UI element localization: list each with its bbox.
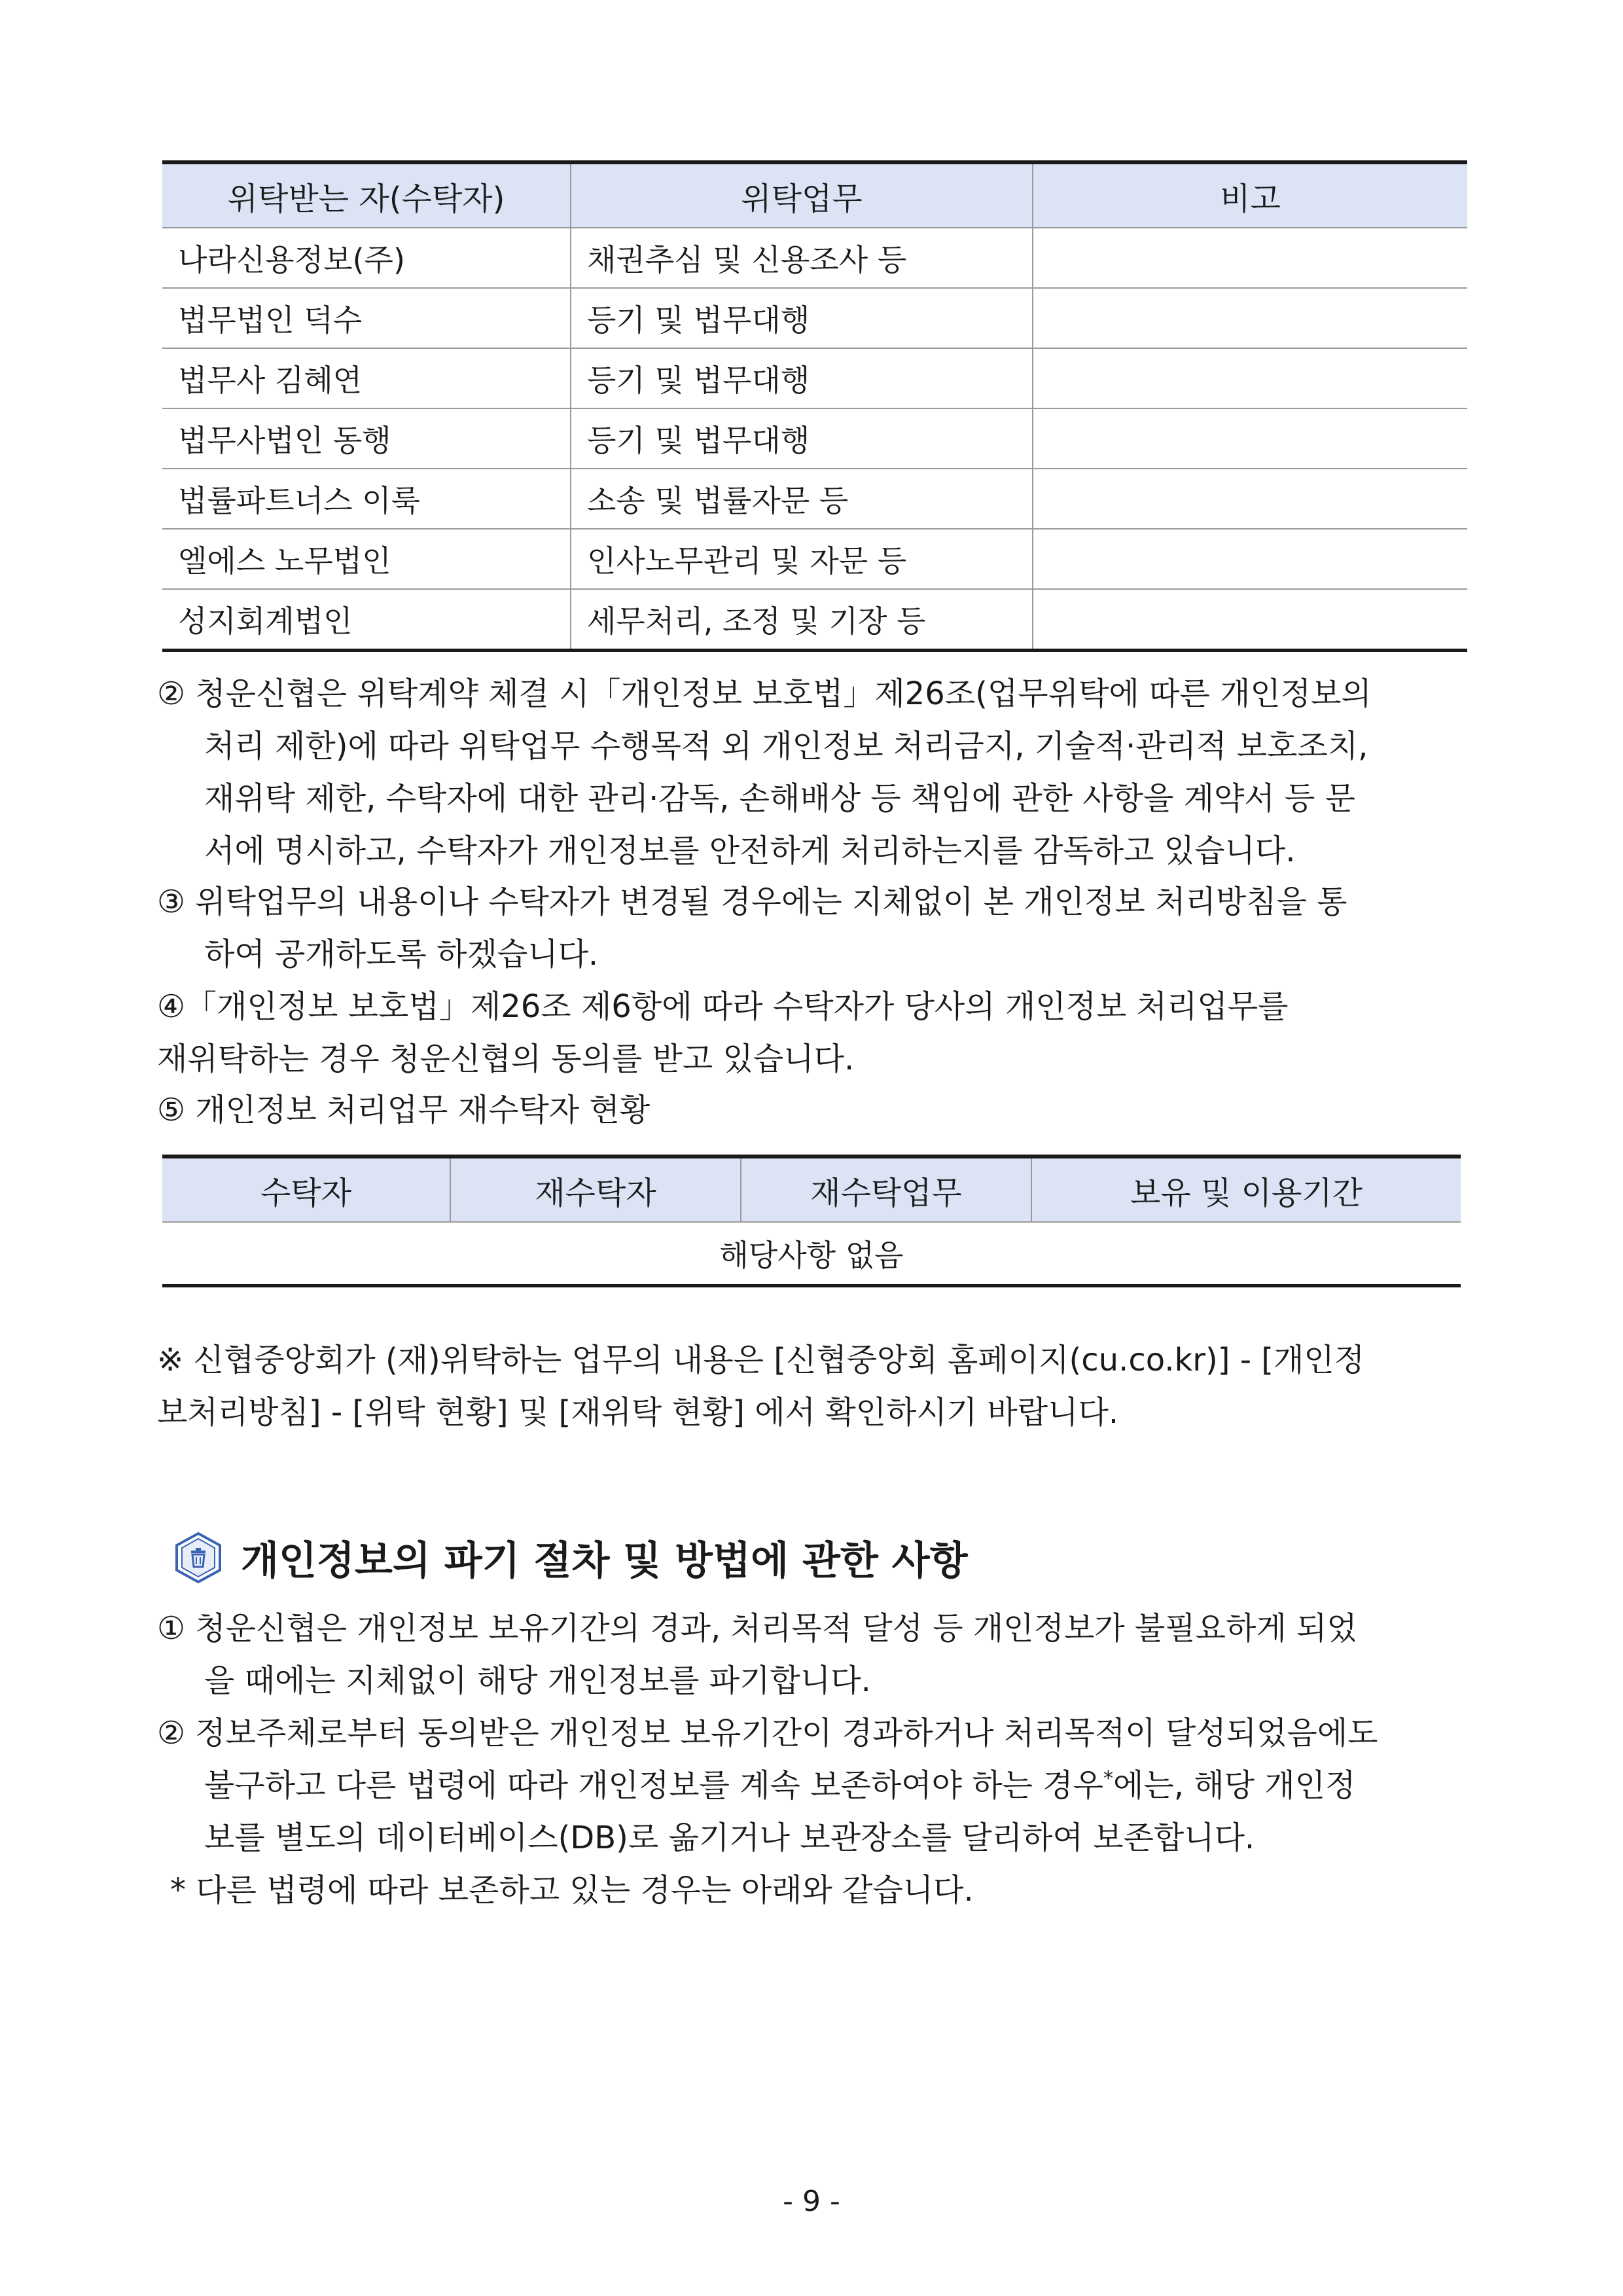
empty-row-cell: 해당사항 없음 (162, 1222, 1461, 1286)
text-segment: 에는, 해당 개인정 (1113, 1767, 1356, 1804)
table-cell: 채권추심 및 신용조사 등 (571, 228, 1033, 288)
section-paragraph-item-2 (157, 1707, 1378, 1864)
table-cell: 법무사법인 동행 (162, 408, 571, 469)
text-line: ② 정보주체로부터 동의받은 개인정보 보유기간이 경과하거나 처리목적이 달성되었음에도 (157, 1715, 1378, 1751)
table-row (162, 589, 1467, 651)
note-paragraph (157, 1334, 1364, 1439)
column-header: 수탁자 (162, 1157, 450, 1222)
table-cell: 성지회계법인 (162, 589, 571, 651)
table-row (162, 348, 1467, 408)
table-cell: 세무처리, 조정 및 기장 등 (571, 589, 1033, 651)
text-line: 보를 별도의 데이터베이스(DB)로 옮기거나 보관장소를 달리하여 보존합니다. (204, 1820, 1255, 1856)
table-cell (1033, 348, 1467, 408)
text-line: 서에 명시하고, 수탁자가 개인정보를 안전하게 처리하는지를 감독하고 있습니다. (204, 833, 1296, 869)
table-header-row (162, 1157, 1461, 1222)
text-line (157, 1759, 1378, 1812)
paragraph-item-5 (157, 1084, 650, 1136)
footnote-paragraph (170, 1864, 974, 1916)
table-cell: 법무법인 덕수 (162, 288, 571, 348)
trash-icon (174, 1532, 223, 1584)
text-line: ※ 신협중앙회가 (재)위탁하는 업무의 내용은 [신협중앙회 홈페이지(cu.co.kr)] - [개인정 (157, 1342, 1365, 1378)
text-line: ② 청운신협은 위탁계약 체결 시「개인정보 보호법」제26조(업무위탁에 따른 개인정보의 (157, 675, 1372, 712)
footnote-marker: * (1103, 1767, 1114, 1790)
text-line: ③ 위탁업무의 내용이나 수탁자가 변경될 경우에는 지체없이 본 개인정보 처리방침을 통 (157, 884, 1347, 920)
table-row (162, 228, 1467, 288)
text-line: * 다른 법령에 따라 보존하고 있는 경우는 아래와 같습니다. (170, 1872, 974, 1909)
text-line: ⑤ 개인정보 처리업무 재수탁자 현황 (157, 1092, 651, 1128)
text-line: ④「개인정보 보호법」제26조 제6항에 따라 수탁자가 당사의 개인정보 처리업무를 (157, 988, 1289, 1025)
table-cell: 등기 및 법무대행 (571, 408, 1033, 469)
column-header: 보유 및 이용기간 (1031, 1157, 1461, 1222)
table-cell: 법률파트너스 이룩 (162, 469, 571, 529)
text-line: 하여 공개하도록 하겠습니다. (204, 936, 599, 973)
text-line: 재위탁 제한, 수탁자에 대한 관리·감독, 손해배상 등 책임에 관한 사항을 계약서 등 문 (204, 780, 1356, 817)
table-cell (1033, 288, 1467, 348)
table-row (162, 288, 1467, 348)
paragraph-item-4 (157, 980, 1289, 1085)
table-cell (1033, 469, 1467, 529)
table-cell (1033, 408, 1467, 469)
text-line: 처리 제한)에 따라 위탁업무 수행목적 외 개인정보 처리금지, 기술적·관리적 보호조치, (204, 728, 1368, 764)
column-header: 위탁받는 자(수탁자) (162, 162, 571, 228)
paragraph-item-3 (157, 876, 1347, 980)
page-number: - 9 - (783, 2185, 840, 2218)
text-line: 보처리방침] - [위탁 현황] 및 [재위탁 현황] 에서 확인하시기 바랍니다. (157, 1394, 1119, 1431)
table-cell: 법무사 김혜연 (162, 348, 571, 408)
table-cell: 등기 및 법무대행 (571, 288, 1033, 348)
section-paragraph-item-1 (157, 1602, 1357, 1707)
text-line: 재위탁하는 경우 청운신협의 동의를 받고 있습니다. (157, 1041, 855, 1077)
table-cell: 소송 및 법률자문 등 (571, 469, 1033, 529)
column-header: 재수탁자 (450, 1157, 741, 1222)
table-row (162, 408, 1467, 469)
table-cell: 등기 및 법무대행 (571, 348, 1033, 408)
table-cell: 인사노무관리 및 자문 등 (571, 529, 1033, 589)
subcontractor-table (162, 1155, 1461, 1287)
paragraph-item-2 (157, 668, 1372, 877)
text-line: ① 청운신협은 개인정보 보유기간의 경과, 처리목적 달성 등 개인정보가 불필요하게 되었 (157, 1610, 1357, 1647)
table-cell: 엘에스 노무법인 (162, 529, 571, 589)
table-row (162, 469, 1467, 529)
table-cell (1033, 589, 1467, 651)
column-header: 위탁업무 (571, 162, 1033, 228)
consignment-table (162, 160, 1467, 652)
table-cell: 나라신용정보(주) (162, 228, 571, 288)
table-header-row (162, 162, 1467, 228)
section-heading (174, 1528, 968, 1587)
text-line: 을 때에는 지체없이 해당 개인정보를 파기합니다. (204, 1662, 871, 1699)
column-header: 재수탁업무 (741, 1157, 1031, 1222)
table-cell (1033, 529, 1467, 589)
table-row (162, 1222, 1461, 1286)
column-header: 비고 (1033, 162, 1467, 228)
section-title: 개인정보의 파기 절차 및 방법에 관한 사항 (241, 1538, 968, 1584)
table-cell (1033, 228, 1467, 288)
table-row (162, 529, 1467, 589)
text-segment: 불구하고 다른 법령에 따라 개인정보를 계속 보존하여야 하는 경우 (204, 1767, 1104, 1804)
